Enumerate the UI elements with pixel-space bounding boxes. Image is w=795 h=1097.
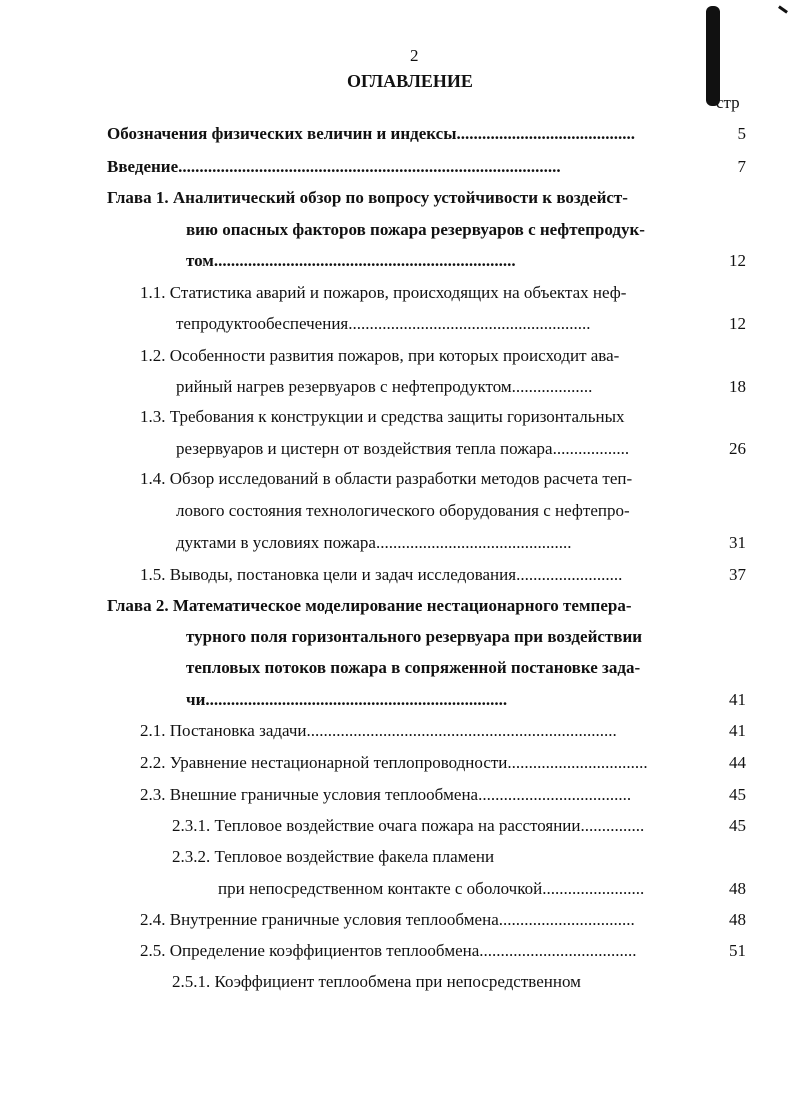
- toc-entry-page: 26: [729, 439, 746, 458]
- toc-entry-page: 7: [737, 157, 746, 176]
- toc-entry-line: 1.2. Особенности развития пожаров, при которых происходит ава-: [140, 346, 620, 365]
- toc-entry-page: 48: [729, 910, 746, 929]
- toc-entry-line: 2.3.2. Тепловое воздействие факела пламени: [172, 847, 495, 866]
- toc-entry-text: 2.4. Внутренние граничные условия теплообмена................................: [140, 910, 635, 929]
- toc-entry-line: дуктами в условиях пожара..............................................: [176, 533, 572, 552]
- toc-entry-line: 1.3. Требования к конструкции и средства защиты горизонтальных: [140, 407, 625, 426]
- toc-entry-line: тепловых потоков пожара в сопряженной постановке зада-: [186, 658, 641, 677]
- toc-entry-line: турного поля горизонтального резервуара при воздействии: [186, 627, 643, 646]
- toc-entry-text: 1.5. Выводы, постановка цели и задач исследования.........................: [140, 565, 623, 584]
- toc-entry-text: 2.3.1. Тепловое воздействие очага пожара на расстоянии...............: [172, 816, 645, 835]
- toc-entry-text: Обозначения физических величин и индексы..........................................: [107, 124, 635, 143]
- toc-entry-text: 2.5. Определение коэффициентов теплообмена.....................................: [140, 941, 637, 960]
- toc-entry-page: 12: [729, 251, 746, 270]
- toc-entry-line: 1.1. Статистика аварий и пожаров, происходящих на объектах неф-: [140, 283, 627, 302]
- toc-entry-line: резервуаров и цистерн от воздействия тепла пожара..................: [176, 439, 630, 458]
- page-column-label: стр: [716, 93, 740, 112]
- toc-entry-line: Глава 1. Аналитический обзор по вопросу устойчивости к воздейст-: [107, 188, 628, 207]
- toc-entry-page: 18: [729, 377, 746, 396]
- toc-entry-page: 12: [729, 314, 746, 333]
- toc-entry-text: 2.3. Внешние граничные условия теплообмена....................................: [140, 785, 632, 804]
- toc-entry-text: 2.2. Уравнение нестационарной теплопроводности.................................: [140, 753, 648, 772]
- toc-entry-page: 37: [729, 565, 746, 584]
- toc-entry-line: рийный нагрев резервуаров с нефтепродуктом...................: [176, 377, 593, 396]
- toc-entry-page: 51: [729, 941, 746, 960]
- toc-entry-line: вию опасных факторов пожара резервуаров с нефтепродук-: [186, 220, 645, 239]
- toc-entry-line: при непосредственном контакте с оболочкой........................: [218, 879, 645, 898]
- toc-entry-page: 41: [729, 690, 746, 709]
- toc-entry-page: 44: [729, 753, 746, 772]
- toc-entry-text: 2.5.1. Коэффициент теплообмена при непосредственном: [172, 972, 581, 991]
- toc-entry-page: 41: [729, 721, 746, 740]
- toc-entry-page: 45: [729, 785, 746, 804]
- scan-mark-corner: [778, 5, 788, 13]
- toc-entry-line: чи.......................................................................: [186, 690, 508, 709]
- toc-entry-page: 48: [729, 879, 746, 898]
- toc-entry-line: том.......................................................................: [186, 251, 516, 270]
- page-title: ОГЛАВЛЕНИЕ: [347, 71, 473, 91]
- toc-entry-line: лового состояния технологического оборудования с нефтепро-: [176, 501, 630, 520]
- toc-entry-text: 2.1. Постановка задачи.........................................................................: [140, 721, 617, 740]
- toc-entry-line: Глава 2. Математическое моделирование нестационарного темпера-: [107, 596, 632, 615]
- toc-entry-line: 1.4. Обзор исследований в области разработки методов расчета теп-: [140, 469, 633, 488]
- toc-entry-page: 45: [729, 816, 746, 835]
- toc-entry-line: тепродуктообеспечения.........................................................: [176, 314, 591, 333]
- page-number: 2: [410, 46, 419, 65]
- toc-entry-text: Введение..........................................................................................: [107, 157, 561, 176]
- scan-mark-vertical: [706, 6, 720, 106]
- toc-entry-page: 31: [729, 533, 746, 552]
- toc-entry-page: 5: [737, 124, 746, 143]
